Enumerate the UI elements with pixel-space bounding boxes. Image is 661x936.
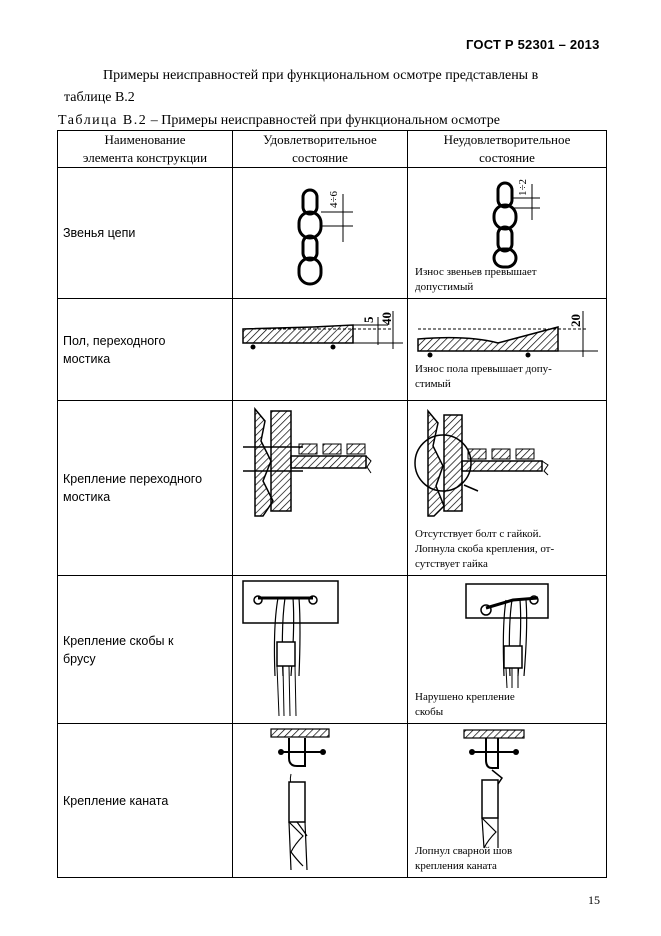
row-name: Крепление каната xyxy=(58,724,233,878)
header-satisfactory: Удовлетворительное состояние xyxy=(233,131,408,168)
header-element-name: Наименование элемента конструкции xyxy=(58,131,233,168)
row-name: Крепление скобы к брусу xyxy=(58,576,233,724)
bracket-ok-drawing xyxy=(233,576,408,723)
table-row xyxy=(58,299,607,401)
fault-note: Лопнул сварной шов крепления каната xyxy=(415,845,513,872)
table-header-row xyxy=(58,131,607,168)
table-caption xyxy=(58,113,500,129)
svg-text:1÷2: 1÷2 xyxy=(517,178,529,196)
table-row xyxy=(58,168,607,299)
intro-line-1: Примеры неисправностей при функциональном осмотре представлены в xyxy=(103,68,539,83)
header-unsatisfactory: Неудовлетворительное состояние xyxy=(408,131,607,168)
caption-text: – Примеры неисправностей при функциональном осмотре xyxy=(147,113,500,128)
page-number: 15 xyxy=(588,893,600,907)
fault-note: Износ звеньев превышает допустимый xyxy=(415,266,537,293)
bad-drawing-cell xyxy=(408,401,607,576)
bad-drawing-cell xyxy=(408,576,607,724)
rope-ok-drawing xyxy=(233,724,408,877)
svg-text:5: 5 xyxy=(361,316,376,323)
row-name: Крепление переходного мостика xyxy=(58,401,233,576)
fault-note: Отсутствует болт с гайкой. Лопнула скоба крепления, от- сутствует гайка xyxy=(415,528,555,570)
row-name: Пол, переходного мостика xyxy=(58,299,233,401)
chain-ok-drawing xyxy=(233,168,408,298)
fastening-ok-drawing xyxy=(233,401,408,575)
ok-drawing-cell xyxy=(233,576,408,724)
svg-text:4÷6: 4÷6 xyxy=(328,190,340,208)
caption-label: Таблица В.2 xyxy=(58,113,148,128)
fault-note: Износ пола превышает допу- стимый xyxy=(415,363,552,390)
table-row xyxy=(58,401,607,576)
ok-drawing-cell xyxy=(233,401,408,576)
bad-drawing-cell xyxy=(408,299,607,401)
ok-drawing-cell xyxy=(233,168,408,299)
faults-table xyxy=(57,130,607,878)
table-row xyxy=(58,576,607,724)
svg-text:40: 40 xyxy=(379,312,394,325)
bad-drawing-cell xyxy=(408,724,607,878)
svg-text:20: 20 xyxy=(568,314,583,327)
table-row xyxy=(58,724,607,878)
ok-drawing-cell xyxy=(233,724,408,878)
ok-drawing-cell xyxy=(233,299,408,401)
fault-note: Нарушено крепление скобы xyxy=(415,691,515,718)
standard-code: ГОСТ Р 52301 – 2013 xyxy=(466,37,600,52)
floor-ok-drawing xyxy=(233,299,408,400)
intro-line-2: таблице В.2 xyxy=(64,90,135,105)
row-name: Звенья цепи xyxy=(58,168,233,299)
bad-drawing-cell xyxy=(408,168,607,299)
